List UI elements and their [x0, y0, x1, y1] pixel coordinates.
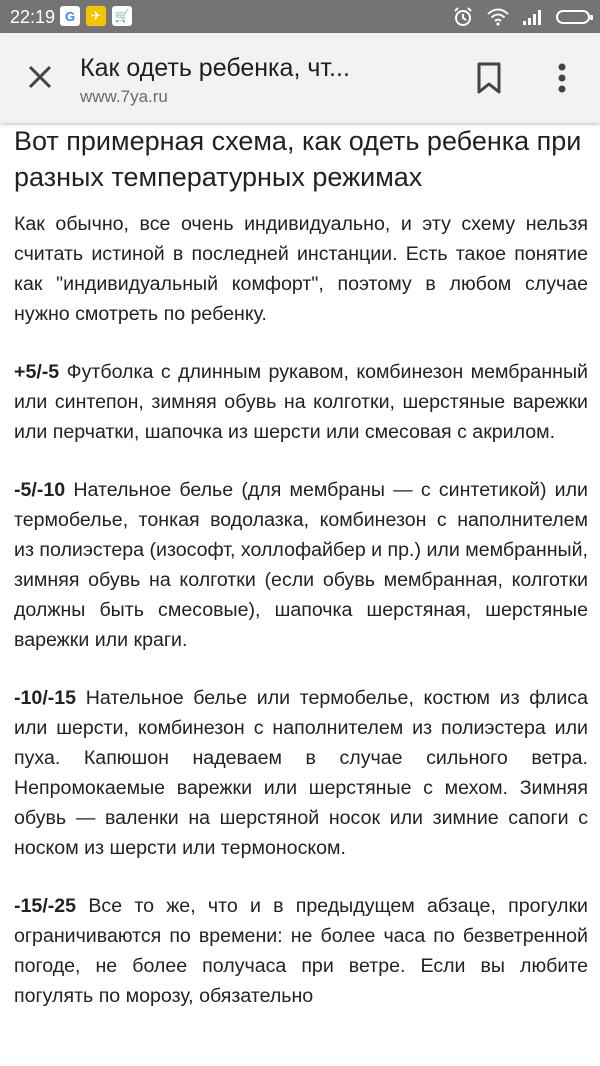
temperature-section: [14, 683, 588, 863]
article-heading: Вот примерная схема, как одеть ребенка при разных температурных режимах: [14, 126, 582, 192]
plane-app-icon: ✈: [86, 6, 106, 26]
bookmark-button[interactable]: [474, 61, 508, 97]
signal-icon: [522, 8, 544, 26]
article-content: [14, 123, 588, 1011]
status-bar: [0, 0, 600, 33]
notification-icons: [60, 6, 132, 26]
temperature-section: [14, 357, 588, 447]
page-url: www.7ya.ru: [80, 87, 168, 106]
title-block[interactable]: [80, 51, 450, 107]
browser-toolbar: [0, 33, 600, 123]
section-text: Футболка с длинным рукавом, комбинезон мембранный или синтепон, зимняя обувь на колготки, шерстяные варежки или перчатки, шапочка из шерсти или смесовая с акрилом.: [14, 361, 588, 443]
more-vert-icon: [548, 61, 576, 95]
temperature-section: [14, 475, 588, 655]
status-time: 22:19: [10, 7, 56, 27]
temperature-section: [14, 891, 588, 1011]
temperature-range: -5/-10: [14, 479, 66, 501]
cart-app-icon: 🛒: [112, 6, 132, 26]
battery-icon: [556, 10, 590, 24]
article-intro: Как обычно, все очень индивидуально, и эту схему нельзя считать истиной в последней инстанции. Есть такое понятие как "индивидуальный комфорт", поэтому в любом случае нужно смотреть по ребенку.: [14, 213, 588, 325]
page-title: Как одеть ребенка, чт...: [80, 54, 350, 82]
close-icon: [27, 64, 53, 90]
bookmark-icon: [474, 61, 504, 95]
system-icons: [452, 6, 590, 28]
temperature-range: -15/-25: [14, 895, 77, 917]
alarm-icon: [452, 6, 474, 28]
google-app-icon: G: [60, 6, 80, 26]
close-button[interactable]: [22, 59, 58, 95]
more-menu-button[interactable]: [548, 61, 576, 97]
wifi-icon: [486, 7, 510, 27]
temperature-range: -10/-15: [14, 687, 77, 709]
section-text: Нательное белье (для мембраны — с синтетикой) или термобелье, тонкая водолазка, комбинезон с наполнителем из полиэстера (изософт, холлофайбер и пр.) или мембранный, зимняя обувь на колготки (если обувь мембранная, колготки должны быть смесовые), шапочка шерстяная, шерстяные варежки или краги.: [14, 479, 588, 651]
section-text: Все то же, что и в предыдущем абзаце, прогулки ограничиваются по времени: не более часа по безветренной погоде, не более получаса при ветре. Если вы любите погулять по морозу, обязательно: [14, 895, 588, 1007]
section-text: Нательное белье или термобелье, костюм из флиса или шерсти, комбинезон с наполнителем из полиэстера или пуха. Капюшон надеваем в случае сильного ветра. Непромокаемые варежки или шерстяные с мехом. Зимняя обувь — валенки на шерстяной носок или зимние сапоги с носком из шерсти или термоноском.: [14, 687, 588, 859]
temperature-range: +5/-5: [14, 361, 60, 383]
